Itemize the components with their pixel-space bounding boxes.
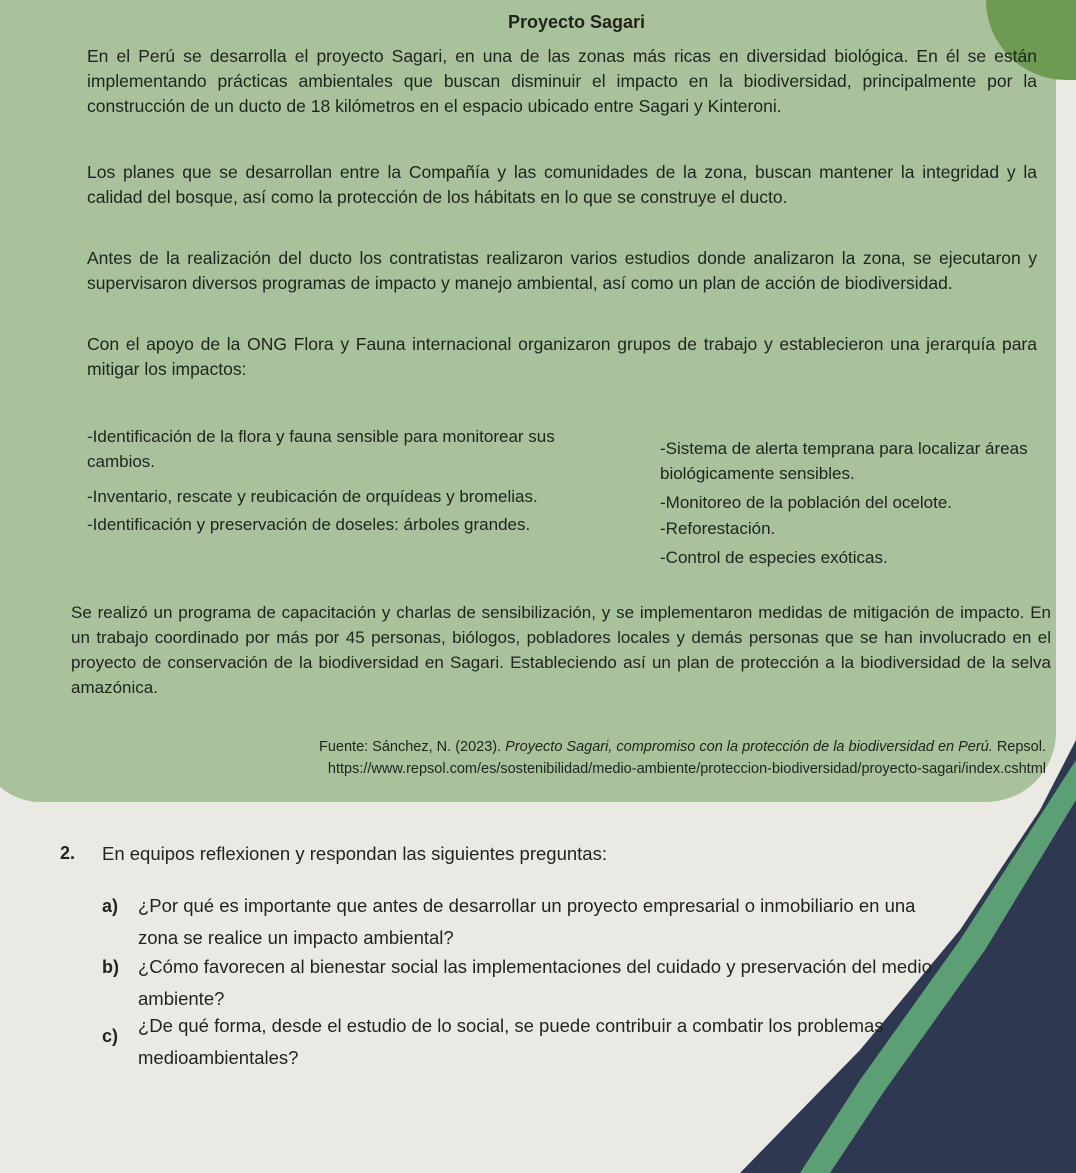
question-a-letter: a) [102,896,119,916]
list-item-right-4: -Control de especies exóticas. [660,548,888,567]
reading-title: Proyecto Sagari [508,12,646,32]
source-title: Proyecto Sagari, compromiso con la protección de la biodiversidad en Perú. [505,739,993,755]
source-url: https://www.repsol.com/es/sostenibilidad/medio-ambiente/proteccion-biodiversidad/proyecto-sagari/index.cshtml [327,761,1046,777]
list-item-right-3: -Reforestación. [660,519,776,538]
activity-number: 2. [60,843,76,863]
paragraph-2: Los planes que se desarrollan entre la Compañía y las comunidades de la zona, buscan mantener la integridad y la calidad del bosque, así como la protección de los hábitats en lo que se construye el ducto. [87,162,1037,207]
closing-paragraph: Se realizó un programa de capacitación y charlas de sensibilización, y se implementaron medidas de mitigación de impacto. En un trabajo coordinado por más por 45 personas, biólogos, pobladores locales y demás personas que se han involucrado en el proyecto de conservación de la biodiversidad en Sagari. Estableciendo así un plan de protección a la biodiversidad de la selva amazónica. [71,603,1051,697]
question-b-text: ¿Cómo favorecen al bienestar social las implementaciones del cuidado y preservación del medio ambiente? [138,956,932,1009]
source-citation [319,736,1046,780]
paragraph-1: En el Perú se desarrolla el proyecto Sagari, en una de las zonas más ricas en diversidad biológica. En él se están implementando prácticas ambientales que buscan disminuir el impacto en la biodiversidad, principalmente por la construcción de un ducto de 18 kilómetros en el espacio ubicado entre Sagari y Kinteroni. [87,46,1037,116]
question-c-text: ¿De qué forma, desde el estudio de lo social, se puede contribuir a combatir los problemas medioambientales? [138,1015,884,1068]
paragraph-3: Antes de la realización del ducto los contratistas realizaron varios estudios donde analizaron la zona, se ejecutaron y supervisaron diversos programas de impacto y manejo ambiental, así como un plan de acción de biodiversidad. [87,248,1037,293]
list-item-right-2: -Monitoreo de la población del ocelote. [660,493,953,512]
question-b-letter: b) [102,957,119,977]
list-item-left-2: -Inventario, rescate y reubicación de orquídeas y bromelias. [87,487,538,506]
list-item-right-1: -Sistema de alerta temprana para localizar áreas biológicamente sensibles. [660,439,1028,483]
question-a-text: ¿Por qué es importante que antes de desarrollar un proyecto empresarial o inmobiliario en una zona se realice un impacto ambiental? [138,895,916,948]
source-publisher: Repsol. [996,739,1046,755]
paragraph-4: Con el apoyo de la ONG Flora y Fauna internacional organizaron grupos de trabajo y establecieron una jerarquía para mitigar los impactos: [87,334,1037,379]
question-c-letter: c) [102,1026,119,1046]
list-item-left-1: -Identificación de la flora y fauna sensible para monitorear sus cambios. [87,427,555,471]
source-prefix: Fuente: Sánchez, N. (2023). [318,739,502,755]
activity-heading: En equipos reflexionen y respondan las siguientes preguntas: [102,843,607,864]
list-item-left-3: -Identificación y preservación de doseles: árboles grandes. [87,515,531,534]
